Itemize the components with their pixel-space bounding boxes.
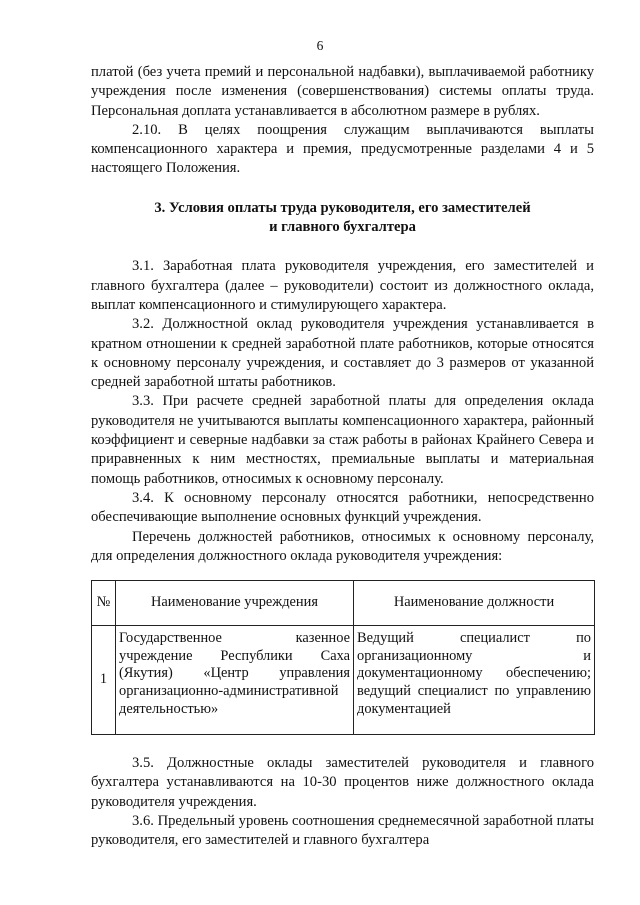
- paragraph-3-1: 3.1. Заработная плата руководителя учреждения, его заместителей и главного бухгалтера (далее – руководители) состоит из должностного оклада, выплат компенсационного и стимулирующего характера.: [91, 258, 594, 313]
- paragraph-3-6: 3.6. Предельный уровень соотношения среднемесячной заработной платы руководителя, его заместителей и главного бухгалтера: [91, 813, 594, 849]
- row-position: Ведущий специалист по организационному и документационному обеспечению; ведущий специалист по управлению документацией: [354, 626, 595, 735]
- header-position: Наименование должности: [354, 581, 595, 626]
- paragraph-personal-payment: платой (без учета премий и персональной надбавки), выплачиваемой работнику учреждения после изменения (совершенствования) системы оплаты труда. Персональная доплата устанавливается в абсолютном размере в рублях.: [91, 64, 594, 119]
- paragraph-2-10: 2.10. В целях поощрения служащим выплачиваются выплаты компенсационного характера и премия, предусмотренные разделами 4 и 5 настоящего Положения.: [91, 121, 594, 177]
- paragraph-staff-list-intro: Перечень должностей работников, относимых к основному персоналу, для определения должностного оклада руководителя учреждения:: [91, 528, 594, 564]
- table-row: [92, 626, 595, 735]
- paragraph-3-5: 3.5. Должностные оклады заместителей руководителя и главного бухгалтера устанавливаются на 10-30 процентов ниже должностного оклада руководителя учреждения.: [91, 755, 594, 810]
- page-number: 6: [316, 38, 324, 53]
- header-number: №: [92, 581, 116, 626]
- positions-table: [91, 580, 595, 735]
- row-number: 1: [92, 626, 116, 735]
- paragraph-3-2: 3.2. Должностной оклад руководителя учреждения устанавливается в кратном отношении к средней заработной плате работников, которые относятся к основному персоналу учреждения, и составляет до 3 размеров от указанной средней заработной штаты работников.: [91, 316, 594, 391]
- section-heading-line-1: 3. Условия оплаты труда руководителя, его заместителей: [154, 199, 531, 216]
- section-3-heading: [91, 199, 594, 238]
- document-body: [91, 63, 594, 851]
- paragraph-3-4: 3.4. К основному персоналу относятся работники, непосредственно обеспечивающие выполнение основных функций учреждения.: [91, 489, 594, 526]
- table-header-row: [92, 581, 595, 626]
- header-institution: Наименование учреждения: [116, 581, 354, 626]
- row-institution: Государственное казенное учреждение Республики Саха (Якутия) «Центр управления организационно-административной деятельностью»: [116, 626, 354, 735]
- paragraph-3-3: 3.3. При расчете средней заработной платы для определения оклада руководителя не учитываются выплаты компенсационного характера, районный коэффициент и северные надбавки за стаж работы в районах Крайнего Севера и приравненных к ним местностях, премиальные выплаты и материальная помощь работников, относимых к основному персоналу.: [91, 393, 594, 487]
- section-heading-line-2: и главного бухгалтера: [269, 219, 416, 236]
